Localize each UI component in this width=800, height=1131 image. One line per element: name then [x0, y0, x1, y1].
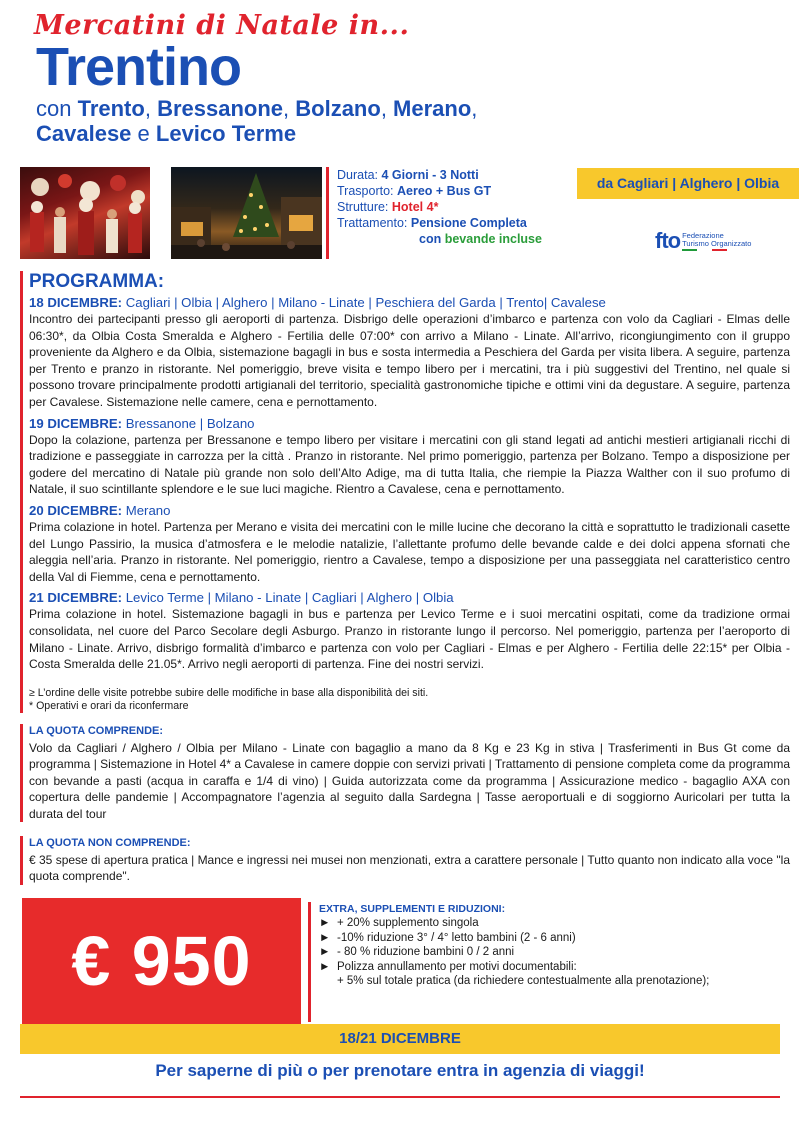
- price-box: € 950: [22, 898, 301, 1025]
- board-value: Pensione Completa: [410, 216, 527, 230]
- day-route: Merano: [122, 502, 171, 518]
- accommodation-value: Hotel 4*: [391, 200, 439, 214]
- subtitle-lead: con: [36, 96, 78, 121]
- extras-item: [319, 960, 792, 975]
- included-section: [20, 724, 790, 822]
- drinks-value: bevande incluse: [444, 232, 542, 246]
- subtitle-city: Bolzano: [295, 96, 381, 121]
- extras-sub-item: [319, 974, 792, 989]
- drinks-lead: con: [419, 232, 445, 246]
- fto-logo-text: [682, 232, 751, 251]
- day-item: [29, 503, 790, 585]
- transport-label: Trasporto:: [337, 184, 397, 198]
- day-description: Prima colazione in hotel. Partenza per Merano e visita dei mercatini con le mille lucine che decorano la città e soprattutto le tradizionali casette del Lungo Passirio, la musica d’atmosfera e le melodie natalizie, l’allettante profumo delle bevande calde e dei dolci appena sfornati che aleggia nell’aria. Pranzo in ristorante. Nel pomeriggio, rientro a Cavalese, tempo a disposizione per una passeggiata nel caratteristico centro della Val di Fiemme, cena e pernottamento.: [29, 519, 790, 584]
- day-heading: [29, 416, 790, 432]
- extras-item: [319, 931, 792, 946]
- subtitle-sep: e: [131, 121, 156, 146]
- note-schedule: * Operativi e orari da riconfermare: [29, 699, 189, 712]
- day-date: 19 DICEMBRE:: [29, 415, 123, 431]
- fto-logo: [655, 228, 751, 254]
- page-title: Trentino: [36, 37, 241, 97]
- subtitle-city: Merano: [393, 96, 472, 121]
- subtitle-city: Cavalese: [36, 121, 132, 146]
- subtitle-sep: ,: [471, 96, 478, 121]
- footer-divider: [20, 1096, 780, 1098]
- day-description: Dopo la colazione, partenza per Bressanone e tempo libero per visitare i mercatini con gli stand legati ad antichi mestieri artigianali ricchi di tradizione e passeggiate in carrozza per la città . Pranzo in ristorante. Nel primo pomeriggio, partenza per Bolzano. Tempo a disposizione per godere del mercatino di Natale più grande non solo dell’Alto Adige, ma di tutta Italia, che riempie la Piazza Walther con il suo profumo di Natale, il suo scintillante splendore e le sue luci magiche. Rientro a Cavalese, cena e pernottamento.: [29, 432, 790, 497]
- duration-label: Durata:: [337, 168, 382, 182]
- day-route: Bressanone | Bolzano: [122, 415, 255, 431]
- fto-line2: Turismo Organizzato: [682, 238, 752, 248]
- subtitle-city: Trento: [77, 96, 145, 121]
- subtitle-sep: ,: [283, 96, 296, 121]
- duration-row: [337, 167, 566, 183]
- note-order: ≥ L’ordine delle visite potrebbe subire delle modifiche in base alla disponibilità dei siti.: [29, 686, 429, 699]
- fto-logo-mark: fto: [655, 228, 681, 253]
- arrow-right-icon: ►: [319, 931, 331, 944]
- included-text: Volo da Cagliari / Alghero / Olbia per Milano - Linate con bagaglio a mano da 8 Kg e 23 Kg in stiva | Trasferimenti in Bus Gt come da programma | Sistemazione in Hotel 4* a Cavalese in camere doppie con servizi privati | Trattamento di pensione completa come da programma con bevande a pasti (acqua in caraffa e 1/4 di vino) | Guida autorizzata come da programma | Assicurazione medico - bagaglio AXA con copertura delle pandemie | Accompagnatore l’agenzia al seguito dalla Sardegna | Tasse aeroportuali e di soggiorno Auricolari per tutta la durata del tour: [29, 741, 790, 821]
- accommodation-label: Strutture:: [337, 200, 392, 214]
- extras-item-text: - 80 % riduzione bambini 0 / 2 anni: [337, 946, 515, 959]
- not-included-section: [20, 836, 790, 885]
- programme-section: [20, 271, 790, 713]
- arrow-right-icon: ►: [319, 960, 331, 973]
- departure-badge: da Cagliari | Alghero | Olbia: [577, 168, 799, 199]
- subtitle-city: Bressanone: [157, 96, 284, 121]
- extras-item: [319, 916, 792, 931]
- duration-value: 4 Giorni - 3 Notti: [381, 168, 479, 182]
- programme-notes: [29, 687, 790, 713]
- programme-title: PROGRAMMA:: [29, 271, 165, 292]
- date-banner: 18/21 DICEMBRE: [20, 1024, 780, 1054]
- christmas-tree-square-photo: [171, 167, 322, 259]
- extras-section: [308, 902, 792, 1022]
- transport-row: [337, 183, 566, 199]
- day-description: Prima colazione in hotel. Sistemazione bagagli in bus e partenza per Levico Terme e i suoi mercatini ospitati, come da tradizione ormai consolidata, nel cuore del Parco Secolare degli Asburgo. Pranzo in ristorante lungo il percorso. Nel pomeriggio, partenza per l’aeroporto di Milano - Linate. Arrivo, disbrigo formalità d’imbarco e partenza con volo per Cagliari - Elmas e per Alghero - Fertilia delle 22:15* per Olbia - Costa Smeralda delle 21.05*. Arrivo negli aeroporti di partenza. Fine dei nostri servizi.: [29, 607, 790, 672]
- day-heading: [29, 503, 790, 519]
- subtitle-sep: ,: [144, 96, 158, 121]
- board-row: [337, 215, 566, 231]
- board-label: Trattamento:: [337, 216, 411, 230]
- included-title: LA QUOTA COMPRENDE:: [29, 725, 164, 737]
- extras-item-text: -10% riduzione 3° / 4° letto bambini (2 - 6 anni): [337, 931, 576, 944]
- extras-item: [319, 945, 792, 960]
- arrow-right-icon: ►: [319, 917, 331, 929]
- subtitle: [36, 96, 477, 146]
- fto-line1: Federazione: [682, 230, 724, 240]
- day-date: 20 DICEMBRE:: [29, 502, 123, 518]
- day-date: 21 DICEMBRE:: [29, 590, 123, 606]
- accommodation-row: [337, 199, 566, 215]
- day-heading: [29, 590, 790, 606]
- extras-title: EXTRA, SUPPLEMENTI E RIDUZIONI:: [319, 903, 506, 915]
- italian-flag-stripe: [682, 249, 727, 251]
- subtitle-city: Levico Terme: [155, 121, 297, 146]
- script-title: Mercatini di Natale in...: [34, 10, 410, 41]
- not-included-title: LA QUOTA NON COMPRENDE:: [29, 837, 191, 849]
- call-to-action: Per saperne di più o per prenotare entra in agenzia di viaggi!: [155, 1061, 645, 1080]
- day-description: Incontro dei partecipanti presso gli aeroporti di partenza. Disbrigo delle operazioni d’imbarco e partenza con volo da Cagliari - Elmas delle 06:30*, da Olbia Costa Smeralda e Alghero - Fertilia delle 07:00* con arrivo a Milano - Linate. All’arrivo, ricongiungimento con il gruppo proveniente da Alghero e da Olbia, sistemazione bagagli in bus e sosta intermedia a Peschiera del Garda per visita libera. A seguire, partenza per Trento e pranzo in ristorante. Nel pomeriggio, breve visita e tempo libero per i mercatini, tra i più suggestivi del Trentino, nel quale si possono trovare principalmente prodotti artigianali del territorio, specialità gastronomiche tipiche e ottimi vini da degustare. A seguire, partenza per Cavalese. Sistemazione nelle camere, cena e pernottamento.: [29, 312, 790, 409]
- drinks-row: [337, 231, 566, 247]
- day-date: 18 DICEMBRE:: [29, 295, 123, 310]
- christmas-market-photo: [20, 167, 150, 259]
- day-route: Cagliari | Olbia | Alghero | Milano - Linate | Peschiera del Garda | Trento| Cavalese: [122, 295, 606, 310]
- day-heading: [29, 295, 790, 311]
- trip-info-box: [326, 167, 566, 259]
- not-included-text: € 35 spese di apertura pratica | Mance e ingressi nei musei non menzionati, extra a carattere personale | Tutto quanto non indicato alla voce "la quota comprende".: [29, 853, 790, 884]
- arrow-right-icon: ►: [319, 946, 331, 959]
- transport-value: Aereo + Bus GT: [396, 184, 492, 198]
- day-item: [29, 295, 790, 411]
- day-route: Levico Terme | Milano - Linate | Cagliari | Alghero | Olbia: [122, 590, 454, 606]
- day-item: [29, 416, 790, 498]
- extras-item-text: Polizza annullamento per motivi documentabili:: [337, 960, 577, 973]
- extras-item-text: + 20% supplemento singola: [337, 917, 479, 929]
- day-item: [29, 590, 790, 672]
- extras-sub-item-text: + 5% sul totale pratica (da richiedere contestualmente alla prenotazione);: [337, 975, 710, 988]
- subtitle-sep: ,: [380, 96, 394, 121]
